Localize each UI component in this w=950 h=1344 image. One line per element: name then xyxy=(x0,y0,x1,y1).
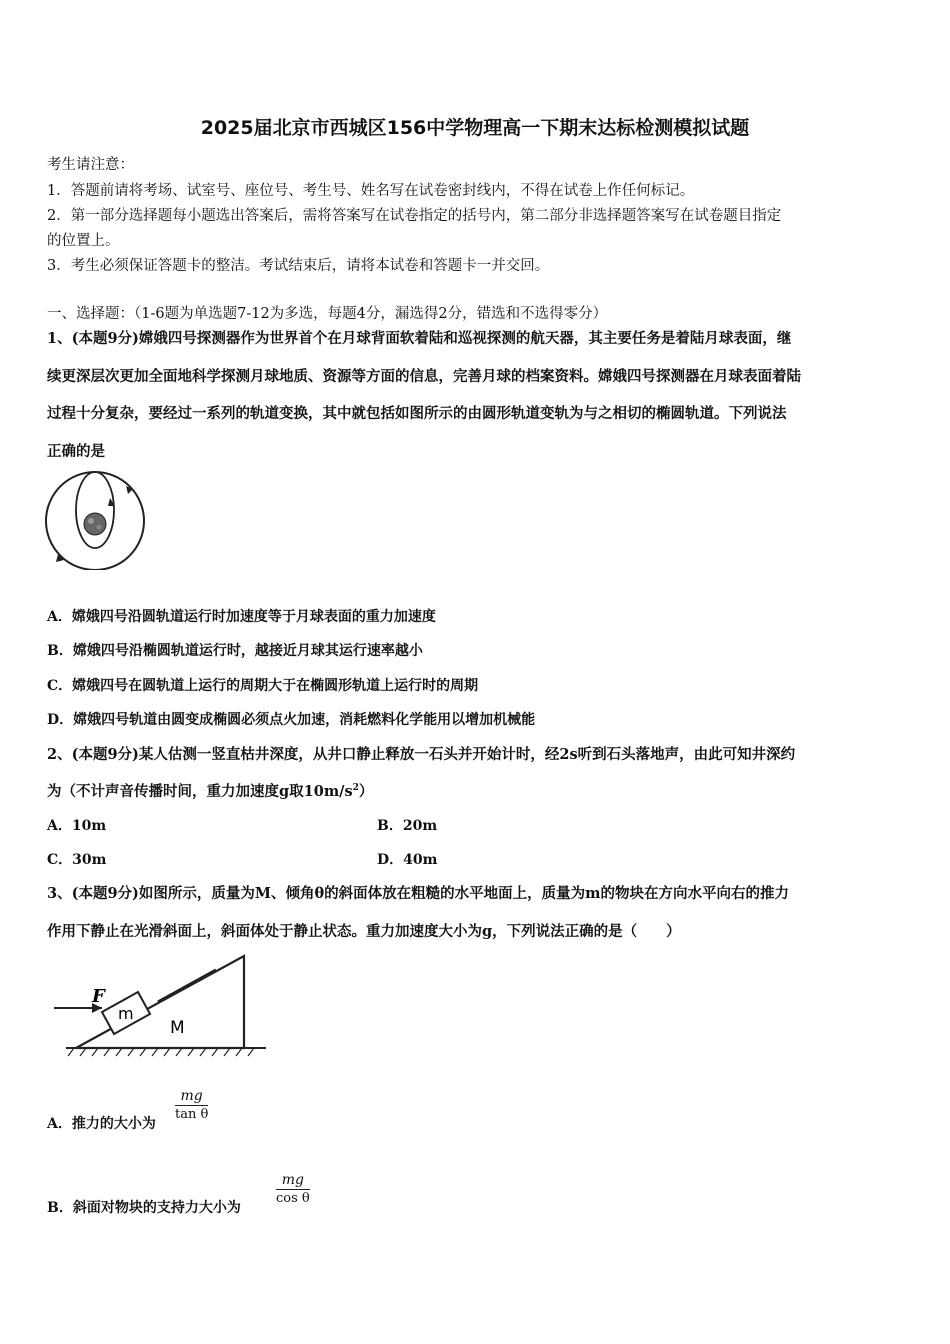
q2-line-2: 为（不计声音传播时间，重力加速度g取$10m/s^2$） xyxy=(47,783,374,800)
notice-item-3: 3．考生必须保证答题卡的整洁。考试结束后，请将本试卷和答题卡一并交回。 xyxy=(47,258,550,274)
q1-line-3: 过程十分复杂，要经过一系列的轨道变换，其中就包括如图所示的由圆形轨道变轨为与之相切的椭圆轨道。下列说法 xyxy=(47,405,787,422)
incline-surface-mark xyxy=(158,970,216,1002)
q2-option-d: D．40m xyxy=(377,852,438,868)
q2-option-b: B．20m xyxy=(377,818,438,834)
moon xyxy=(84,513,106,535)
q3-option-a-text: A．推力的大小为 xyxy=(47,1116,156,1132)
page-title: 2025届北京市西城区156中学物理高一下期末达标检测模拟试题 xyxy=(200,117,750,139)
block-label: m xyxy=(118,1004,134,1023)
notice-item-2-cont: 的位置上。 xyxy=(47,233,120,249)
q3-option-b-fraction: mg cos θ xyxy=(276,1172,310,1206)
q1-line-2: 续更深层次更加全面地科学探测月球地质、资源等方面的信息，完善月球的档案资料。嫦娥四号探测器在月球表面着陆 xyxy=(47,368,801,385)
notice-item-2: 2．第一部分选择题每小题选出答案后，需将答案写在试卷指定的括号内，第二部分非选择题答案写在试卷题目指定 xyxy=(47,208,782,224)
q3-line-2: 作用下静止在光滑斜面上，斜面体处于静止状态。重力加速度大小为g，下列说法正确的是（ ） xyxy=(47,923,681,940)
q2-option-a: A．10m xyxy=(47,818,107,834)
q1-option-d: D．嫦娥四号轨道由圆变成椭圆必须点火加速，消耗燃料化学能用以增加机械能 xyxy=(47,712,536,728)
notice-heading: 考生请注意： xyxy=(47,157,134,173)
q2-option-c: C．30m xyxy=(47,852,107,868)
elliptical-orbit xyxy=(76,472,114,548)
force-label: F xyxy=(92,986,105,1007)
q3-option-b-text: B．斜面对物块的支持力大小为 xyxy=(47,1200,241,1216)
incline-figure xyxy=(48,950,270,1062)
q1-line-4: 正确的是 xyxy=(47,443,105,460)
q1-line-1: 1、(本题9分)嫦娥四号探测器作为世界首个在月球背面软着陆和巡视探测的航天器，其主要任务是着陆月球表面，继 xyxy=(47,330,792,347)
q3-option-a-fraction: mg tan θ xyxy=(175,1088,209,1122)
q1-option-c: C．嫦娥四号在圆轨道上运行的周期大于在椭圆形轨道上运行时的周期 xyxy=(47,678,479,694)
orbit-figure xyxy=(42,470,150,570)
q2-line-1: 2、(本题9分)某人估测一竖直枯井深度，从井口静止释放一石头并开始计时，经2s听到石头落地声，由此可知井深约 xyxy=(47,746,796,763)
wedge-label: M xyxy=(170,1018,185,1038)
q3-line-1: 3、(本题9分)如图所示，质量为M、倾角θ的斜面体放在粗糙的水平地面上，质量为m的物块在方向水平向右的推力 xyxy=(47,885,789,902)
q1-option-b: B．嫦娥四号沿椭圆轨道运行时，越接近月球其运行速率越小 xyxy=(47,643,423,659)
q1-option-a: A．嫦娥四号沿圆轨道运行时加速度等于月球表面的重力加速度 xyxy=(47,609,436,625)
section-heading: 一、选择题：（1-6题为单选题7-12为多选，每题4分，漏选得2分，错选和不选得零分） xyxy=(47,306,608,322)
notice-item-1: 1．答题前请将考场、试室号、座位号、考生号、姓名写在试卷密封线内，不得在试卷上作任何标记。 xyxy=(47,183,695,199)
